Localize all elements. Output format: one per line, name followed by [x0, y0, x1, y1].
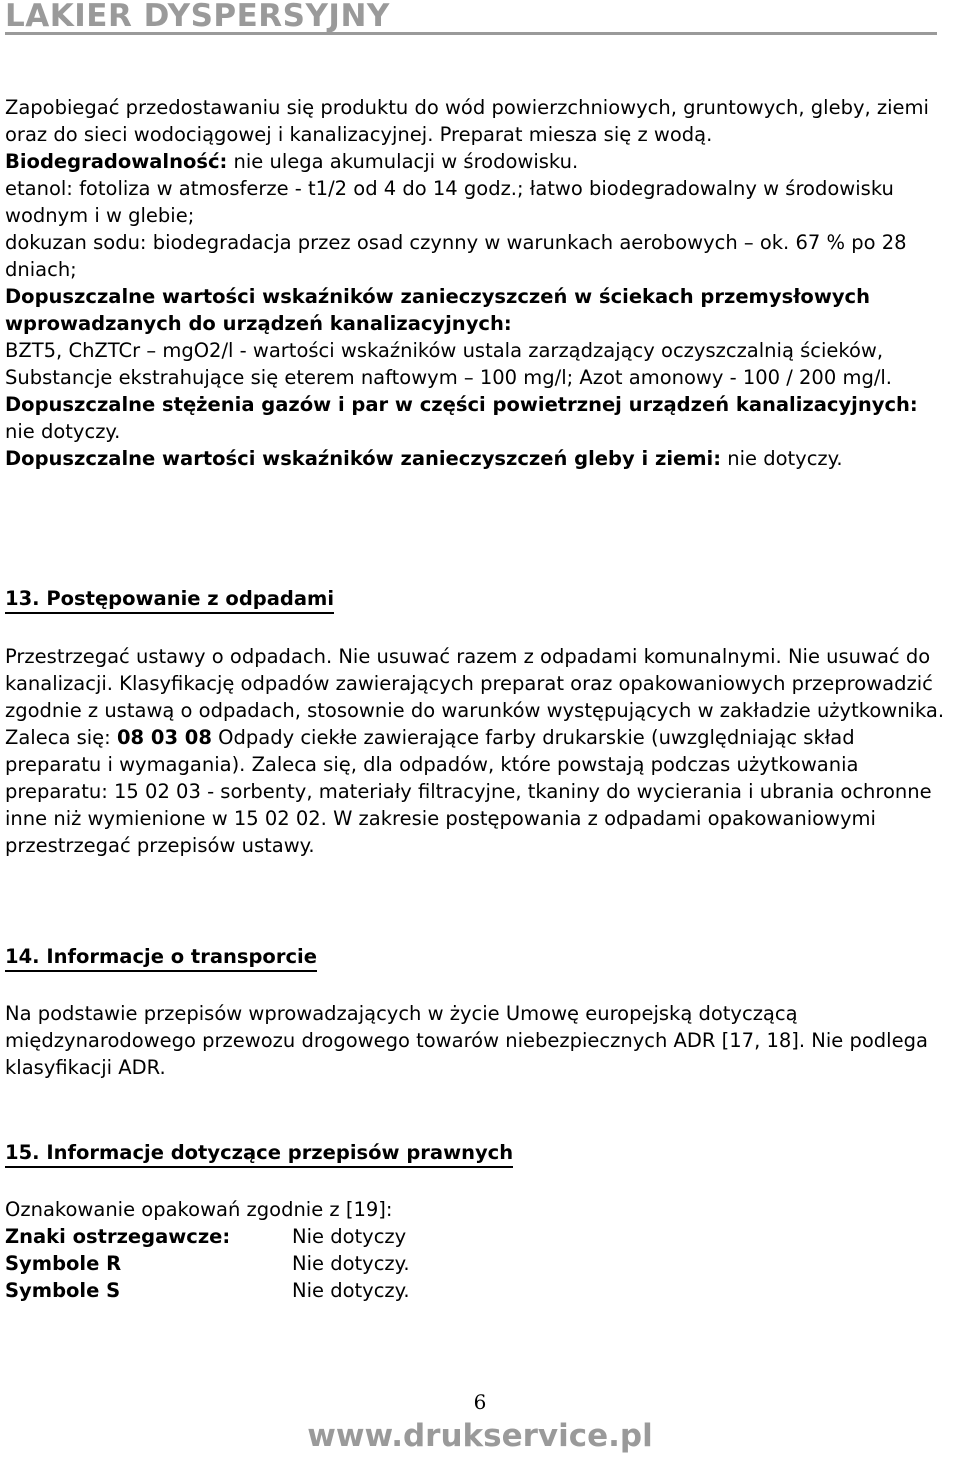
labeling-row [5, 1277, 410, 1304]
waste-paragraph [5, 643, 950, 859]
paragraph-soil [5, 445, 950, 472]
soil-label: Dopuszczalne wartości wskaźników zanieczyszczeń gleby i ziemi: [5, 447, 722, 470]
paragraph-biodegradability [5, 148, 950, 175]
labeling-row-value: Nie dotyczy. [292, 1252, 410, 1275]
transport-paragraph: Na podstawie przepisów wprowadzających w życie Umowę europejską dotyczącą międzynarodowego przewozu drogowego towarów niebezpiecznych ADR [17, 18]. Nie podlega klasyfikacji ADR. [5, 1002, 928, 1079]
gas-text: nie dotyczy. [5, 420, 121, 443]
section-12-continuation [5, 94, 950, 472]
section-13-heading-text: 13. Postępowanie z odpadami [5, 587, 335, 610]
sewage-label: Dopuszczalne wartości wskaźników zanieczyszczeń w ściekach przemysłowych wprowadzanych do urządzeń kanalizacyjnych: [5, 285, 870, 335]
section-14-heading-text: 14. Informacje o transporcie [5, 945, 317, 968]
page-number: 6 [473, 1390, 487, 1414]
paragraph-gas [5, 391, 950, 445]
paragraph-sewage-label [5, 283, 950, 337]
labeling-row-label: Symbole S [5, 1279, 121, 1302]
labeling-row-label: Znaki ostrzegawcze: [5, 1225, 231, 1248]
waste-code: 08 03 08 [116, 726, 212, 749]
paragraph-dokuzan: dokuzan sodu: biodegradacja przez osad czynny w warunkach aerobowych – ok. 67 % po 28 dniach; [5, 231, 907, 281]
biodegradability-label: Biodegradowalność: [5, 150, 228, 173]
section-15-heading [5, 1139, 513, 1168]
labeling-row-label: Symbole R [5, 1252, 122, 1275]
section-15-intro [5, 1196, 950, 1223]
paragraph-ethanol: etanol: fotoliza w atmosferze - t1/2 od 4 do 14 godz.; łatwo biodegradowalny w środowisku wodnym i w glebie; [5, 177, 894, 227]
document-header-title: LAKIER DYSPERSYJNY [5, 0, 937, 35]
labeling-intro: Oznakowanie opakowań zgodnie z [19]: [5, 1198, 393, 1221]
biodegradability-text: nie ulega akumulacji w środowisku. [227, 150, 579, 173]
labeling-row [5, 1250, 410, 1277]
labeling-table [5, 1223, 410, 1304]
waste-text-a: Przestrzegać ustawy o odpadach. Nie usuwać razem z odpadami komunalnymi. Nie usuwać do kanalizacji. Klasyfikację odpadów zawierających preparat oraz opakowaniowych przeprowadzić zgodnie z ustawą o odpadach, stosownie do warunków występujących w zakładzie użytkownika. Zaleca się: [5, 645, 945, 749]
footer-website-url: www.drukservice.pl [307, 1418, 653, 1454]
section-15-heading-text: 15. Informacje dotyczące przepisów prawnych [5, 1141, 514, 1164]
section-13-heading [5, 585, 334, 614]
section-14-body [5, 1000, 950, 1081]
labeling-row [5, 1223, 410, 1250]
gas-label: Dopuszczalne stężenia gazów i par w części powietrznej urządzeń kanalizacyjnych: [5, 393, 918, 416]
waste-text-b: Odpady ciekłe zawierające farby drukarskie (uwzględniając skład preparatu i wymagania). Zaleca się, dla odpadów, które powstają podczas użytkowania preparatu: 15 02 03 - sorbenty, materiały filtracyjne, tkaniny do wycierania i ubrania ochronne inne niż wymienione w 15 02 02. W zakresie postępowania z odpadami opakowaniowymi przestrzegać przepisów ustawy. [5, 726, 932, 857]
paragraph-prevention: Zapobiegać przedostawaniu się produktu do wód powierzchniowych, gruntowych, gleby, ziemi oraz do sieci wodociągowej i kanalizacyjnej. Preparat miesza się z wodą. [5, 96, 929, 146]
soil-text: nie dotyczy. [721, 447, 843, 470]
section-13-body [5, 643, 950, 859]
paragraph-sewage-text: BZT5, ChZTCr – mgO2/l - wartości wskaźników ustala zarządzający oczyszczalnią ścieków, Substancje ekstrahujące się eterem naftowym – 100 mg/l; Azot amonowy - 100 / 200 mg/l. [5, 339, 893, 389]
section-14-heading [5, 943, 317, 972]
labeling-row-value: Nie dotyczy. [292, 1279, 410, 1302]
labeling-row-value: Nie dotyczy [292, 1225, 407, 1248]
